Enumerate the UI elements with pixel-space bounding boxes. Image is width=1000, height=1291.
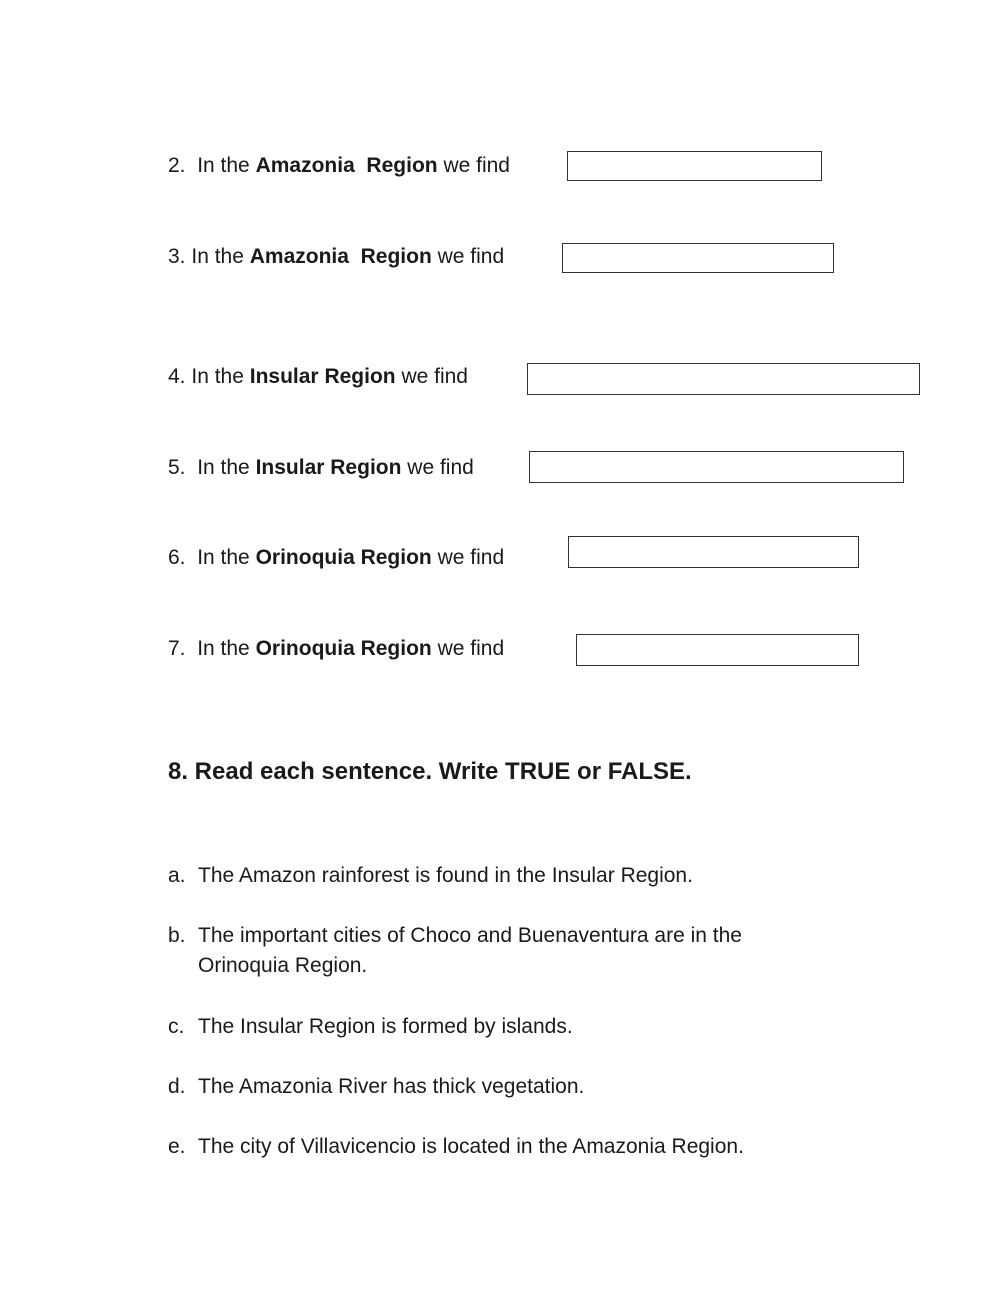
- question-number: 6.: [168, 546, 186, 569]
- statement-letter: d.: [168, 1075, 186, 1098]
- statement-d: [168, 1072, 838, 1102]
- answer-input-6[interactable]: [568, 536, 859, 568]
- answer-input-2[interactable]: [567, 151, 822, 181]
- statement-text: The city of Villavicencio is located in the Amazonia Region.: [198, 1135, 744, 1158]
- question-prefix: In the: [197, 637, 256, 660]
- statement-text: The Amazon rainforest is found in the Insular Region.: [198, 864, 693, 887]
- question-prefix: In the: [197, 456, 256, 479]
- answer-input-7[interactable]: [576, 634, 859, 666]
- question-prefix: In the: [191, 245, 250, 268]
- question-prefix: In the: [197, 546, 256, 569]
- question-suffix: we find: [401, 456, 474, 479]
- question-6: [168, 546, 504, 570]
- question-5: [168, 456, 474, 480]
- question-suffix: we find: [431, 546, 505, 569]
- question-number: 4.: [168, 365, 186, 388]
- question-number: 7.: [168, 637, 186, 660]
- region-name: Amazonia Region: [249, 245, 432, 268]
- region-name: Amazonia Region: [255, 154, 438, 177]
- statement-letter: a.: [168, 864, 186, 887]
- question-suffix: we find: [431, 637, 505, 660]
- question-number: 2.: [168, 154, 186, 177]
- question-3: [168, 245, 504, 269]
- region-name: Insular Region: [255, 456, 402, 479]
- statement-letter: b.: [168, 924, 186, 947]
- question-4: [168, 365, 468, 389]
- statement-letter: c.: [168, 1015, 185, 1038]
- answer-input-5[interactable]: [529, 451, 904, 483]
- question-7: [168, 637, 504, 661]
- statement-letter: e.: [168, 1135, 186, 1158]
- region-name: Orinoquia Region: [255, 546, 432, 569]
- statement-a: [168, 861, 838, 891]
- answer-input-3[interactable]: [562, 243, 834, 273]
- statement-text: The important cities of Choco and Buenaventura are in the Orinoquia Region.: [198, 924, 742, 977]
- question-suffix: we find: [431, 245, 505, 268]
- question-suffix: we find: [395, 365, 468, 388]
- statement-text: The Insular Region is formed by islands.: [198, 1015, 573, 1038]
- statement-b: [168, 921, 838, 981]
- statement-c: [168, 1012, 838, 1042]
- statement-e: [168, 1132, 838, 1162]
- section-8-heading: 8. Read each sentence. Write TRUE or FALSE.: [168, 758, 692, 785]
- question-prefix: In the: [197, 154, 256, 177]
- question-prefix: In the: [191, 365, 250, 388]
- question-number: 5.: [168, 456, 186, 479]
- region-name: Insular Region: [249, 365, 396, 388]
- statement-text: The Amazonia River has thick vegetation.: [198, 1075, 585, 1098]
- region-name: Orinoquia Region: [255, 637, 432, 660]
- answer-input-4[interactable]: [527, 363, 920, 395]
- question-suffix: we find: [437, 154, 510, 177]
- question-number: 3.: [168, 245, 186, 268]
- question-2: [168, 154, 510, 178]
